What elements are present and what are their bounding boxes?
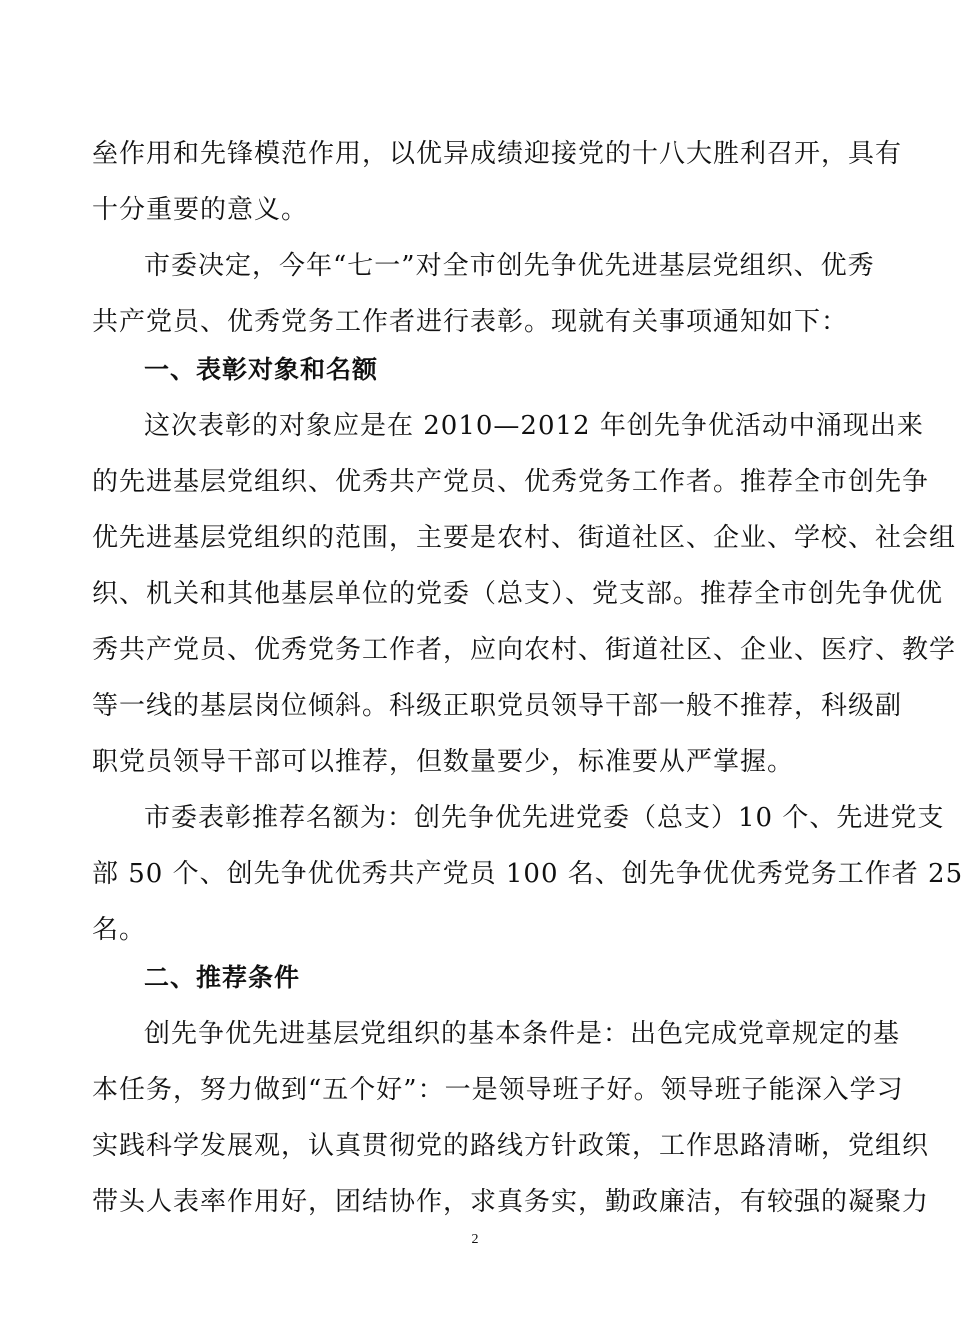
body-text-line: 十分重要的意义。 bbox=[92, 195, 309, 225]
body-text-line: 织、机关和其他基层单位的党委（总支）、党支部。推荐全市创先争优优 bbox=[92, 579, 944, 609]
body-text-line: 实践科学发展观，认真贯彻党的路线方针政策，工作思路清晰，党组织 bbox=[92, 1131, 930, 1161]
section-heading-2: 二、推荐条件 bbox=[144, 963, 301, 992]
body-text-line: 共产党员、优秀党务工作者进行表彰。现就有关事项通知如下： bbox=[92, 307, 849, 337]
paragraph-first-line: 市委决定，今年“七一”对全市创先争优先进基层党组织、优秀 bbox=[144, 251, 875, 281]
body-text-line: 名。 bbox=[92, 915, 147, 945]
paragraph-first-line: 市委表彰推荐名额为：创先争优先进党委（总支）10 个、先进党支 bbox=[144, 803, 945, 833]
section-heading-1: 一、表彰对象和名额 bbox=[144, 355, 379, 384]
body-text-line: 的先进基层党组织、优秀共产党员、优秀党务工作者。推荐全市创先争 bbox=[92, 467, 930, 497]
body-text-line: 等一线的基层岗位倾斜。科级正职党员领导干部一般不推荐，科级副 bbox=[92, 691, 903, 721]
paragraph-first-line: 创先争优先进基层党组织的基本条件是：出色完成党章规定的基 bbox=[144, 1019, 901, 1049]
body-text-line: 优先进基层党组织的范围，主要是农村、街道社区、企业、学校、社会组 bbox=[92, 523, 957, 553]
body-text-line: 秀共产党员、优秀党务工作者，应向农村、街道社区、企业、医疗、教学 bbox=[92, 635, 957, 665]
page-number: 2 bbox=[471, 1232, 479, 1247]
body-text-line: 垒作用和先锋模范作用，以优异成绩迎接党的十八大胜利召开，具有 bbox=[92, 139, 903, 169]
body-text-line: 职党员领导干部可以推荐，但数量要少，标准要从严掌握。 bbox=[92, 747, 795, 777]
body-text-line: 部 50 个、创先争优优秀共产党员 100 名、创先争优优秀党务工作者 25 bbox=[92, 859, 963, 889]
body-text-line: 本任务，努力做到“五个好”：一是领导班子好。领导班子能深入学习 bbox=[92, 1075, 904, 1105]
body-text-line: 带头人表率作用好，团结协作，求真务实，勤政廉洁，有较强的凝聚力 bbox=[92, 1187, 930, 1217]
paragraph-first-line: 这次表彰的对象应是在 2010—2012 年创先争优活动中涌现出来 bbox=[144, 411, 924, 441]
